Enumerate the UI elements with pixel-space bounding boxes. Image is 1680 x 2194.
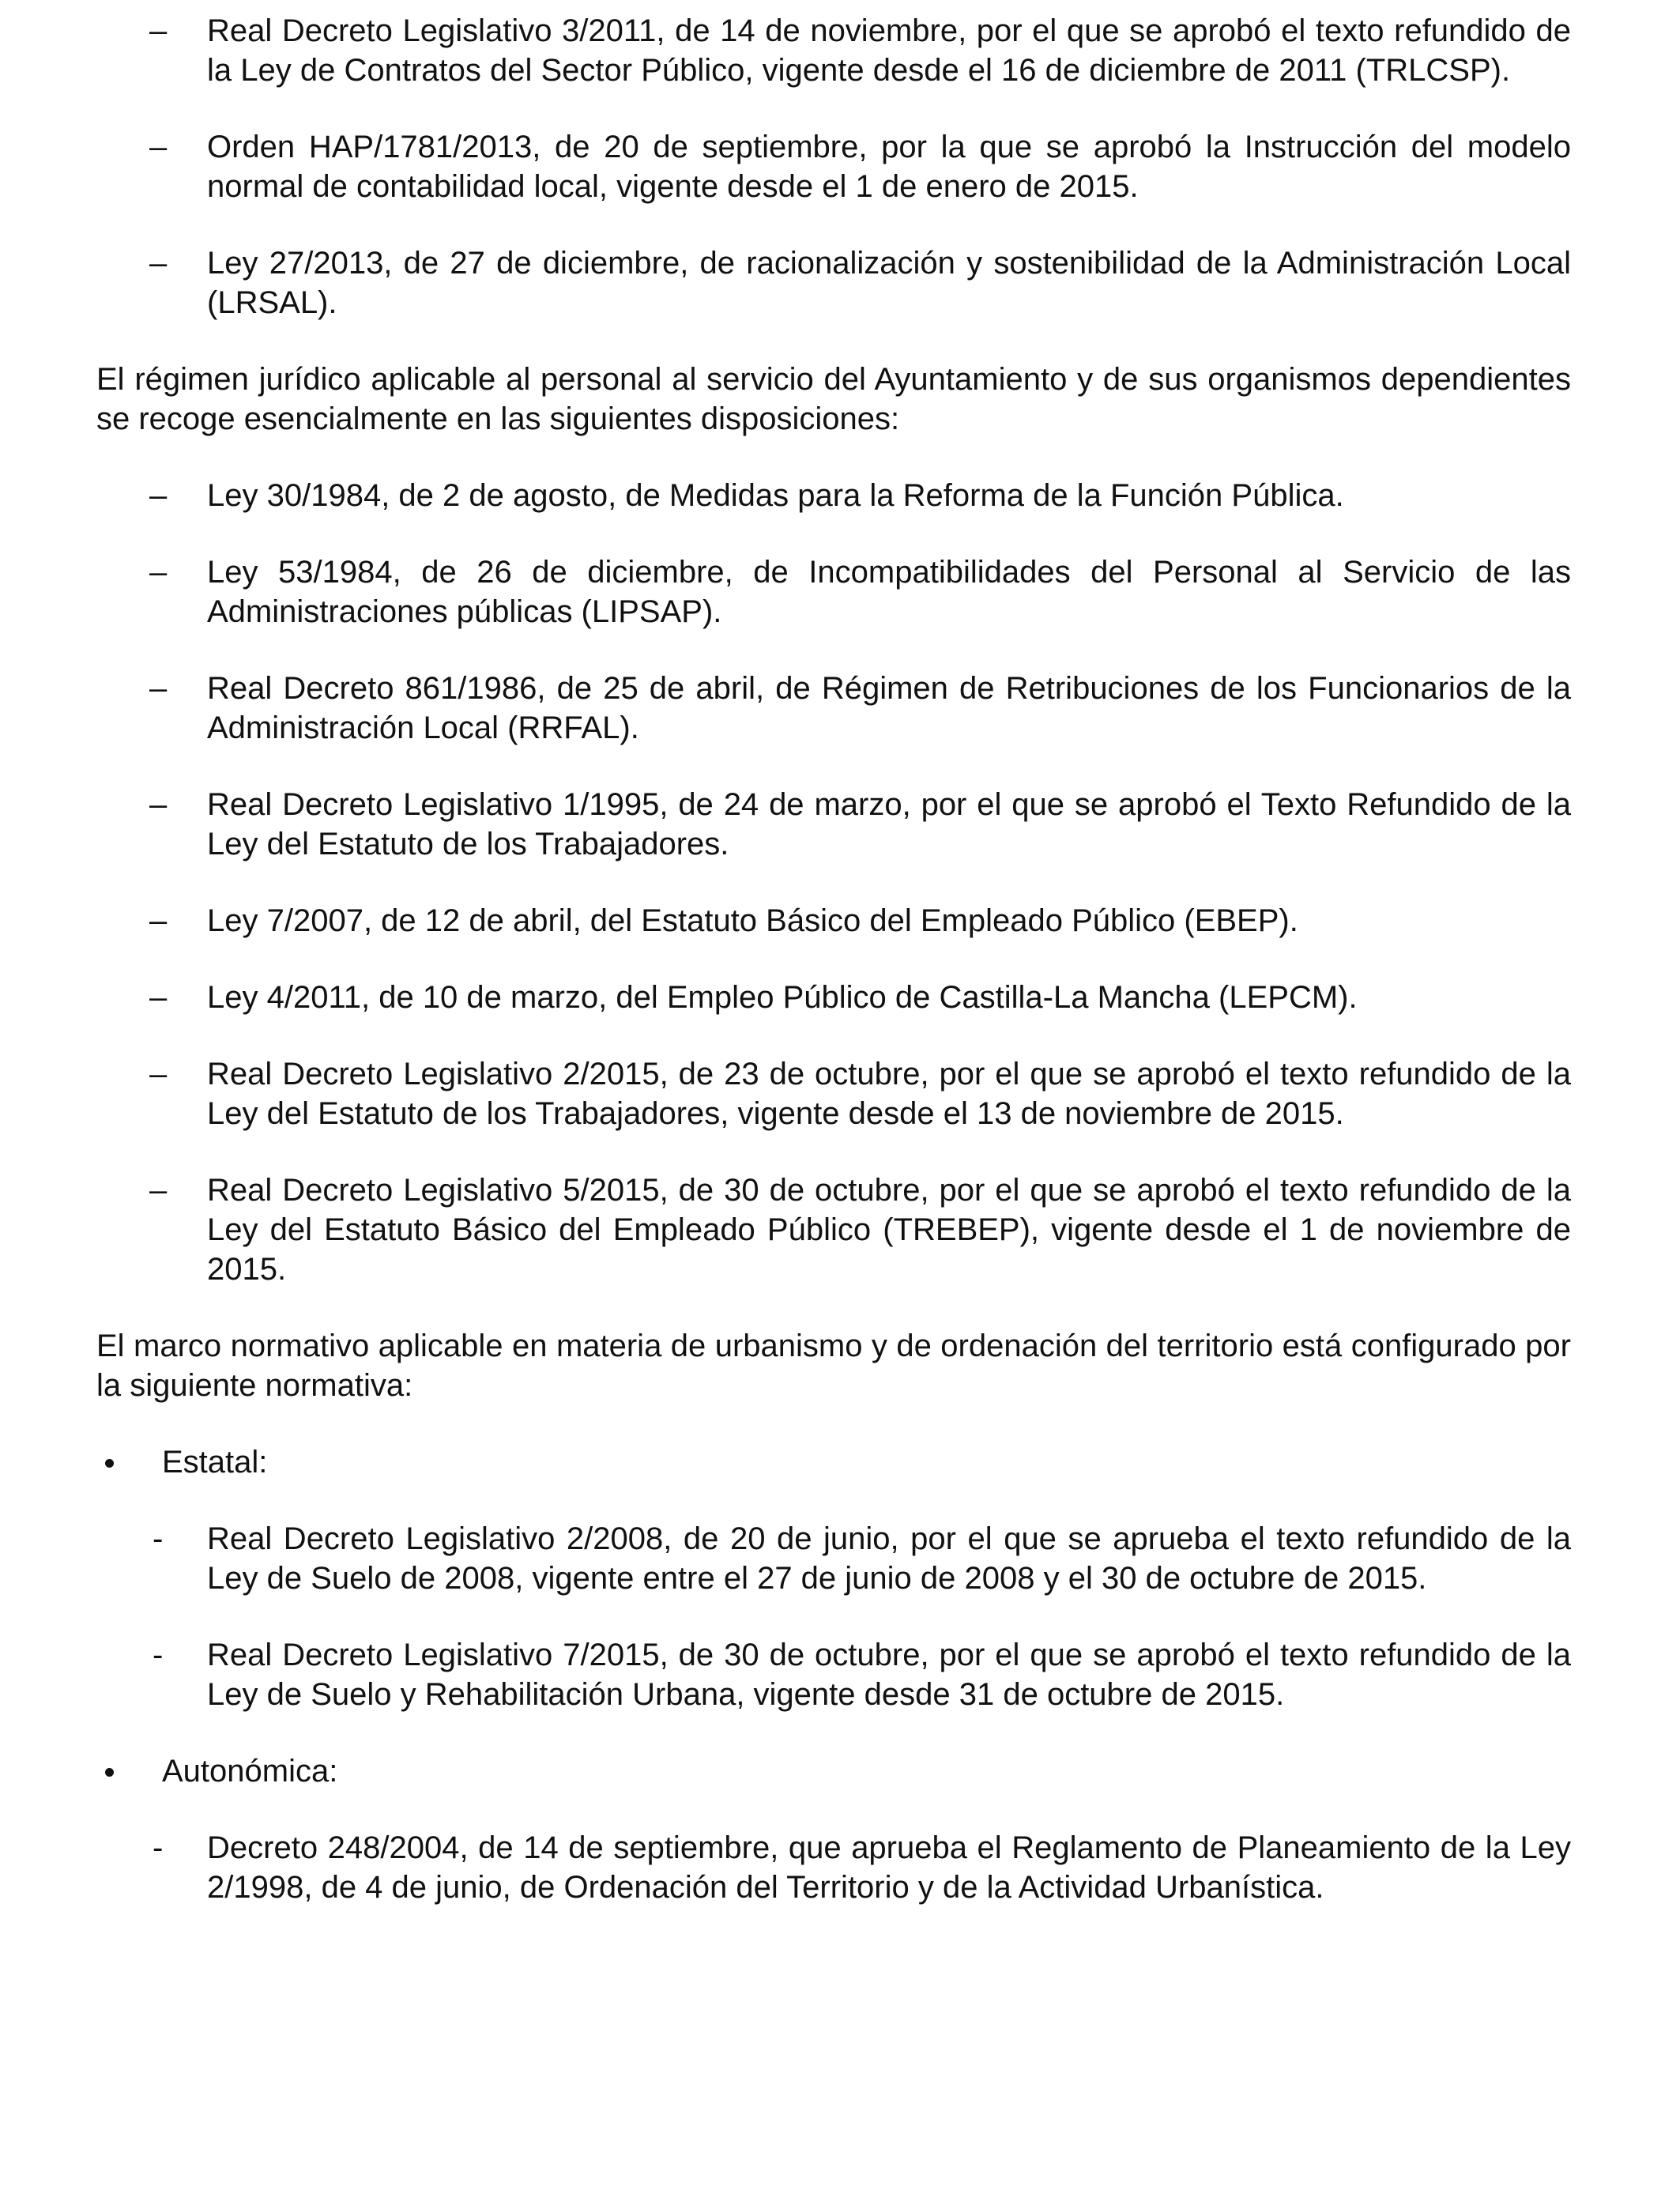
list-item-text: Real Decreto Legislativo 5/2015, de 30 de octubre, por el que se aprobó el texto refundido de la Ley del Estatuto Básico del Empleado Público (TREBEP), vigente desde el 1 de noviembre de 2015.: [207, 1173, 1571, 1287]
list-item: [96, 243, 1571, 322]
list-marker: –: [149, 13, 168, 48]
list-item: [96, 476, 1571, 515]
list-item-text: Real Decreto 861/1986, de 25 de abril, de Régimen de Retribuciones de los Funcionarios de la Administración Local (RRFAL).: [207, 671, 1571, 745]
list-marker: –: [149, 1173, 168, 1208]
list-item-text: Ley 53/1984, de 26 de diciembre, de Incompatibilidades del Personal al Servicio de las Administraciones públicas (LIPSAP).: [207, 555, 1571, 629]
autonomica-legislation-list: [96, 1828, 1571, 1907]
list-item: [96, 901, 1571, 941]
bullet-icon: [105, 1768, 114, 1777]
list-item-text: Real Decreto Legislativo 3/2011, de 14 de noviembre, por el que se aprobó el texto refundido de la Ley de Contratos del Sector Público, vigente desde el 16 de diciembre de 2011 (TRLCSP).: [207, 13, 1571, 88]
list-marker: –: [149, 1057, 168, 1091]
list-item-text: Real Decreto Legislativo 1/1995, de 24 de marzo, por el que se aprobó el Texto Refundido de la Ley del Estatuto de los Trabajadores.: [207, 787, 1571, 861]
list-item-text: Ley 30/1984, de 2 de agosto, de Medidas para la Reforma de la Función Pública.: [207, 478, 1344, 513]
list-item-text: Real Decreto Legislativo 2/2015, de 23 de octubre, por el que se aprobó el texto refundido de la Ley del Estatuto de los Trabajadores, vigente desde el 13 de noviembre de 2015.: [207, 1057, 1571, 1131]
contracts-legislation-list: [96, 11, 1571, 322]
list-item: [96, 1054, 1571, 1133]
list-item-text: Orden HAP/1781/2013, de 20 de septiembre, por la que se aprobó la Instrucción del modelo normal de contabilidad local, vigente desde el 1 de enero de 2015.: [207, 130, 1571, 204]
list-item: [96, 11, 1571, 90]
list-item: [96, 1635, 1571, 1714]
bullet-label: Estatal:: [162, 1445, 268, 1480]
list-item: [96, 669, 1571, 748]
list-item-text: Real Decreto Legislativo 7/2015, de 30 de octubre, por el que se aprobó el texto refundido de la Ley de Suelo y Rehabilitación Urbana, vigente desde 31 de octubre de 2015.: [207, 1638, 1571, 1712]
list-item-text: Decreto 248/2004, de 14 de septiembre, que aprueba el Reglamento de Planeamiento de la Ley 2/1998, de 4 de junio, de Ordenación del Territorio y de la Actividad Urbanística.: [207, 1830, 1571, 1905]
list-item: [96, 785, 1571, 864]
list-marker: –: [149, 555, 168, 590]
personnel-regime-paragraph: El régimen jurídico aplicable al personal al servicio del Ayuntamiento y de sus organismos dependientes se recoge esencialmente en las siguientes disposiciones:: [96, 362, 1571, 436]
list-item: [96, 552, 1571, 631]
bullet-item-autonomica: [96, 1751, 1571, 1791]
list-item: [96, 1828, 1571, 1907]
list-item-text: Ley 4/2011, de 10 de marzo, del Empleo Público de Castilla-La Mancha (LEPCM).: [207, 980, 1358, 1015]
list-item: [96, 127, 1571, 206]
list-item-text: Real Decreto Legislativo 2/2008, de 20 de junio, por el que se aprueba el texto refundido de la Ley de Suelo de 2008, vigente entre el 27 de junio de 2008 y el 30 de octubre de 2015.: [207, 1521, 1571, 1596]
list-marker: -: [153, 1638, 164, 1672]
urbanism-framework-paragraph: El marco normativo aplicable en materia de urbanismo y de ordenación del territorio está configurado por la siguiente normativa:: [96, 1329, 1571, 1403]
list-item-text: Ley 27/2013, de 27 de diciembre, de racionalización y sostenibilidad de la Administración Local (LRSAL).: [207, 246, 1571, 320]
list-marker: –: [149, 787, 168, 822]
list-item: [96, 978, 1571, 1017]
list-marker: –: [149, 130, 168, 164]
list-marker: –: [149, 671, 168, 706]
bullet-item-estatal: [96, 1442, 1571, 1482]
list-item: [96, 1519, 1571, 1598]
list-item: [96, 1171, 1571, 1289]
bullet-icon: [105, 1459, 114, 1468]
estatal-legislation-list: [96, 1519, 1571, 1714]
list-marker: –: [149, 246, 168, 281]
list-item-text: Ley 7/2007, de 12 de abril, del Estatuto Básico del Empleado Público (EBEP).: [207, 903, 1298, 938]
list-marker: –: [149, 980, 168, 1015]
list-marker: –: [149, 478, 168, 513]
list-marker: -: [153, 1830, 164, 1865]
list-marker: –: [149, 903, 168, 938]
list-marker: -: [153, 1521, 164, 1556]
personnel-legislation-list: [96, 476, 1571, 1289]
bullet-label: Autonómica:: [162, 1754, 338, 1789]
